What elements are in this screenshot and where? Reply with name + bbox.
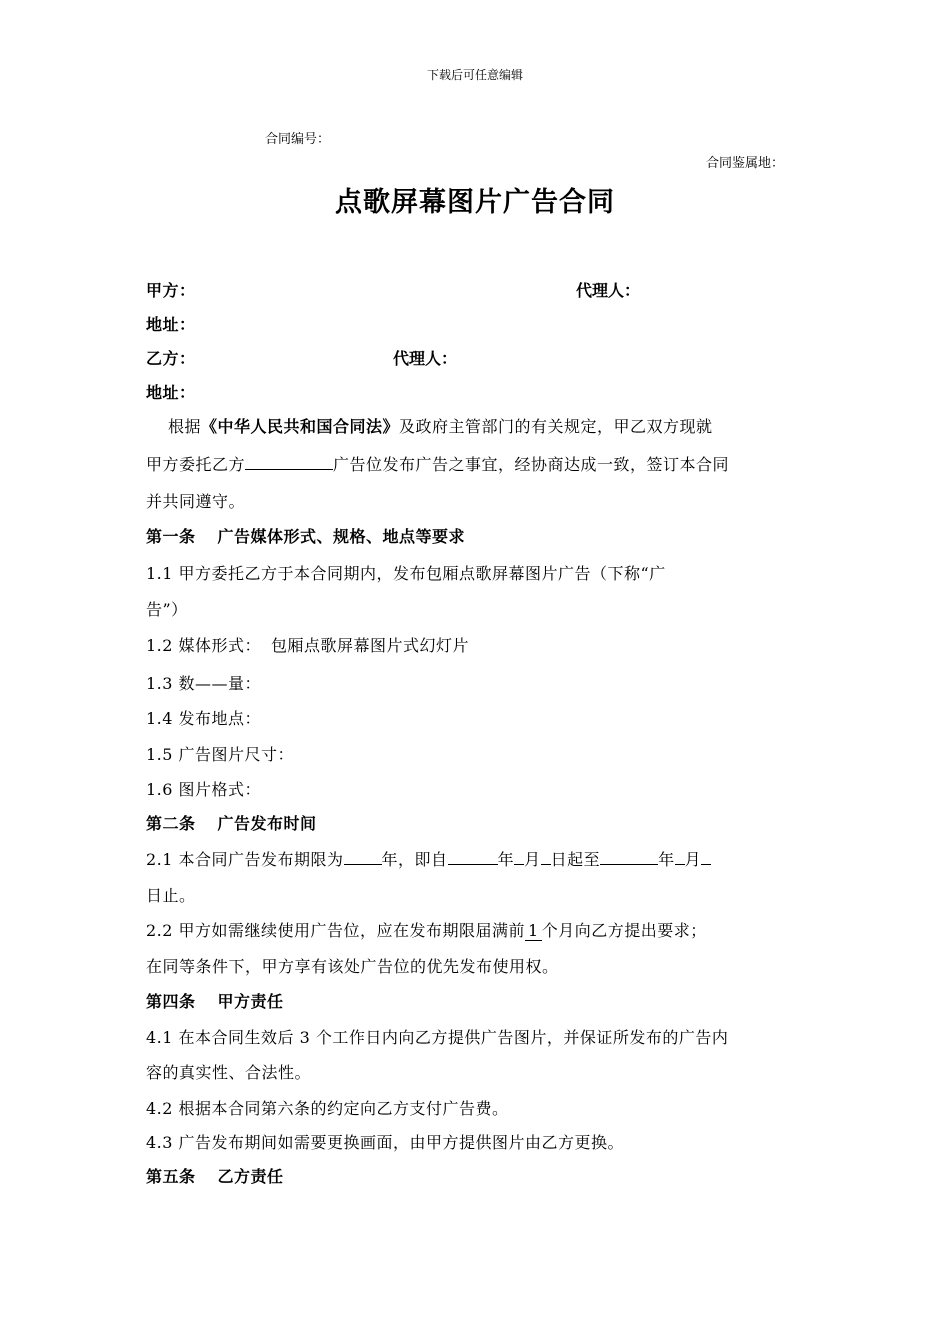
clause-2-1-cont: 日止。 (146, 886, 196, 905)
article-2-heading (146, 811, 317, 834)
clause-2-2-cont: 在同等条件下，甲方享有该处广告位的优先发布使用权。 (146, 957, 559, 976)
clause-text: 日起至 (550, 850, 601, 869)
intro-text: 广告位发布广告之事宜，经协商达成一致，签订本合同 (333, 455, 730, 474)
article-number: 第四条 (146, 992, 196, 1011)
clause-4-2: 4.2 根据本合同第六条的约定向乙方支付广告费。 (146, 1099, 509, 1118)
agent-a-label: 代理人： (576, 281, 641, 300)
article-title: 甲方责任 (217, 992, 284, 1011)
article-1-heading (146, 524, 465, 547)
law-name: 《中华人民共和国合同法》 (201, 417, 400, 436)
clause-2-1 (146, 847, 711, 870)
blank-end-month (675, 850, 685, 865)
clause-1-2 (146, 633, 469, 656)
article-number: 第二条 (146, 814, 196, 833)
clause-label: 1.2 媒体形式： (146, 636, 262, 655)
intro-text: 根据 (168, 417, 202, 436)
intro-line-1 (168, 414, 713, 437)
intro-line-2 (146, 452, 729, 475)
months-value: 1 (525, 921, 542, 941)
header-note: 下载后可任意编辑 (426, 68, 523, 82)
intro-text: 甲方委托乙方 (146, 455, 246, 474)
article-5-heading (146, 1164, 284, 1187)
blank-end-day (701, 850, 711, 865)
blank-start-month (514, 850, 524, 865)
page-title: 点歌屏幕图片广告合同 (335, 187, 615, 218)
article-4-heading (146, 989, 284, 1012)
agent-b-label: 代理人： (393, 349, 458, 368)
article-title: 广告媒体形式、规格、地点等要求 (217, 527, 466, 546)
clause-text: 年 (658, 850, 675, 869)
intro-line-3: 并共同遵守。 (146, 492, 246, 511)
party-b-label: 乙方： (146, 349, 196, 368)
clause-4-3: 4.3 广告发布期间如需要更换画面，由甲方提供图片由乙方更换。 (146, 1133, 625, 1152)
article-title: 乙方责任 (217, 1167, 284, 1186)
clause-1-1-cont: 告”） (146, 600, 188, 619)
address-a-label: 地址： (146, 315, 196, 334)
article-title: 广告发布时间 (217, 814, 317, 833)
blank-ad-location (245, 455, 333, 470)
clause-1-5: 1.5 广告图片尺寸： (146, 745, 295, 764)
blank-years (344, 850, 382, 865)
clause-value: 包厢点歌屏幕图片式幻灯片 (271, 636, 470, 655)
clause-text: 月 (524, 850, 541, 869)
clause-2-2 (146, 918, 707, 941)
contract-number-label: 合同编号： (265, 132, 331, 147)
clause-text: 个月向乙方提出要求； (541, 921, 707, 940)
jurisdiction-label: 合同鉴属地： (706, 156, 785, 171)
intro-text: 及政府主管部门的有关规定，甲乙双方现就 (399, 417, 713, 436)
blank-start-year (448, 850, 498, 865)
clause-1-6: 1.6 图片格式： (146, 780, 262, 799)
blank-start-day (541, 850, 551, 865)
clause-1-1: 1.1 甲方委托乙方于本合同期内，发布包厢点歌屏幕图片广告（下称“广 (146, 564, 666, 583)
address-b-label: 地址： (146, 383, 196, 402)
party-a-label: 甲方： (146, 281, 196, 300)
clause-text: 2.2 甲方如需继续使用广告位，应在发布期限届满前 (146, 921, 526, 940)
clause-1-4: 1.4 发布地点： (146, 709, 262, 728)
clause-4-1: 4.1 在本合同生效后 3 个工作日内向乙方提供广告图片，并保证所发布的广告内 (146, 1028, 729, 1047)
article-number: 第五条 (146, 1167, 196, 1186)
clause-4-1-cont: 容的真实性、合法性。 (146, 1063, 312, 1082)
blank-end-year (600, 850, 658, 865)
article-number: 第一条 (146, 527, 196, 546)
clause-text: 2.1 本合同广告发布期限为 (146, 850, 344, 869)
clause-text: 月 (684, 850, 702, 869)
clause-text: 年 (497, 850, 515, 869)
clause-text: 年，即自 (381, 850, 448, 869)
clause-1-3: 1.3 数——量： (146, 674, 262, 693)
